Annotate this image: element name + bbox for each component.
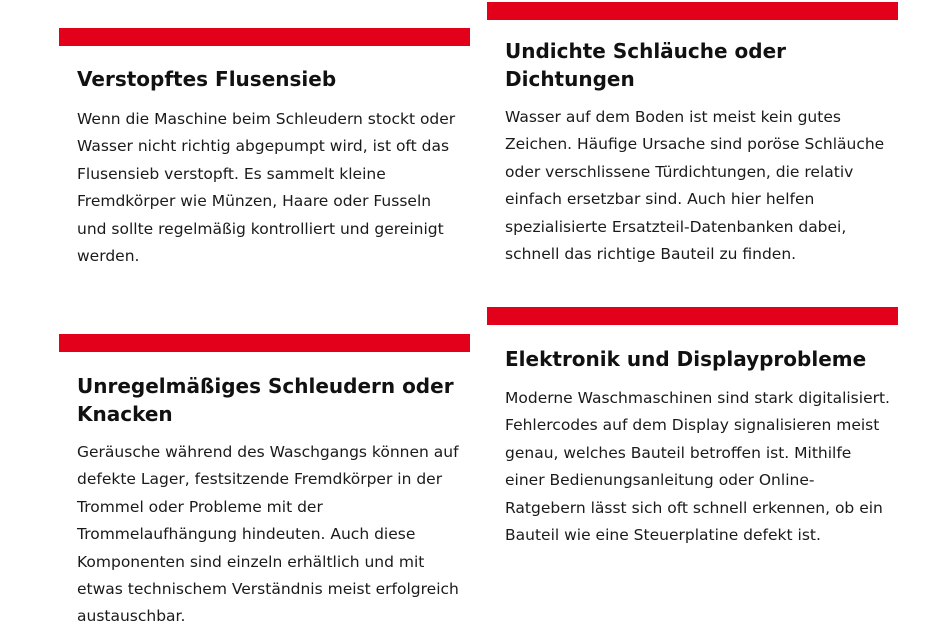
card-undichte-schlaeuche: [487, 2, 898, 268]
accent-bar: [487, 307, 898, 325]
card-title: Verstopftes Flusensieb: [77, 67, 337, 91]
card-unregelmaessiges-schleudern: [59, 334, 470, 631]
card-text: Wenn die Maschine beim Schleudern stockt oder Wasser nicht richtig abgepumpt wird, ist oft das Flusensieb verstopft. Es sammelt kleine Fremdkörper wie Münzen, Haare oder Fusseln und sollte regelmäßig kontrolliert und gereinigt werden.: [77, 110, 456, 266]
accent-bar: [59, 28, 470, 46]
card-title: Elektronik und Displayprobleme: [505, 347, 867, 371]
accent-bar: [487, 2, 898, 20]
card-text: Wasser auf dem Boden ist meist kein gutes Zeichen. Häufige Ursache sind poröse Schläuche oder verschlissene Türdichtungen, die relativ einfach ersetzbar sind. Auch hier helfen spezialisierte Ersatzteil-Datenbanken dabei, schnell das richtige Bauteil zu finden.: [505, 108, 885, 264]
accent-bar: [59, 334, 470, 352]
card-title: Unregelmäßiges Schleudern oder Knacken: [77, 374, 454, 426]
card-verstopftes-flusensieb: [59, 28, 470, 270]
card-title: Undichte Schläuche oder Dichtungen: [505, 39, 787, 91]
card-text: Geräusche während des Waschgangs können auf defekte Lager, festsitzende Fremdkörper in der Trommel oder Probleme mit der Trommelaufhängung hindeuten. Auch diese Komponenten sind einzeln erhältlich und mit etwas technischem Verständnis meist erfolgreich austauschbar.: [77, 443, 459, 626]
card-elektronik-displayprobleme: [487, 307, 898, 549]
card-text: Moderne Waschmaschinen sind stark digitalisiert. Fehlercodes auf dem Display signalisieren meist genau, welches Bauteil betroffen ist. Mithilfe einer Bedienungsanleitung oder Online-Ratgebern lässt sich oft schnell erkennen, ob ein Bauteil wie eine Steuerplatine defekt ist.: [505, 389, 890, 545]
